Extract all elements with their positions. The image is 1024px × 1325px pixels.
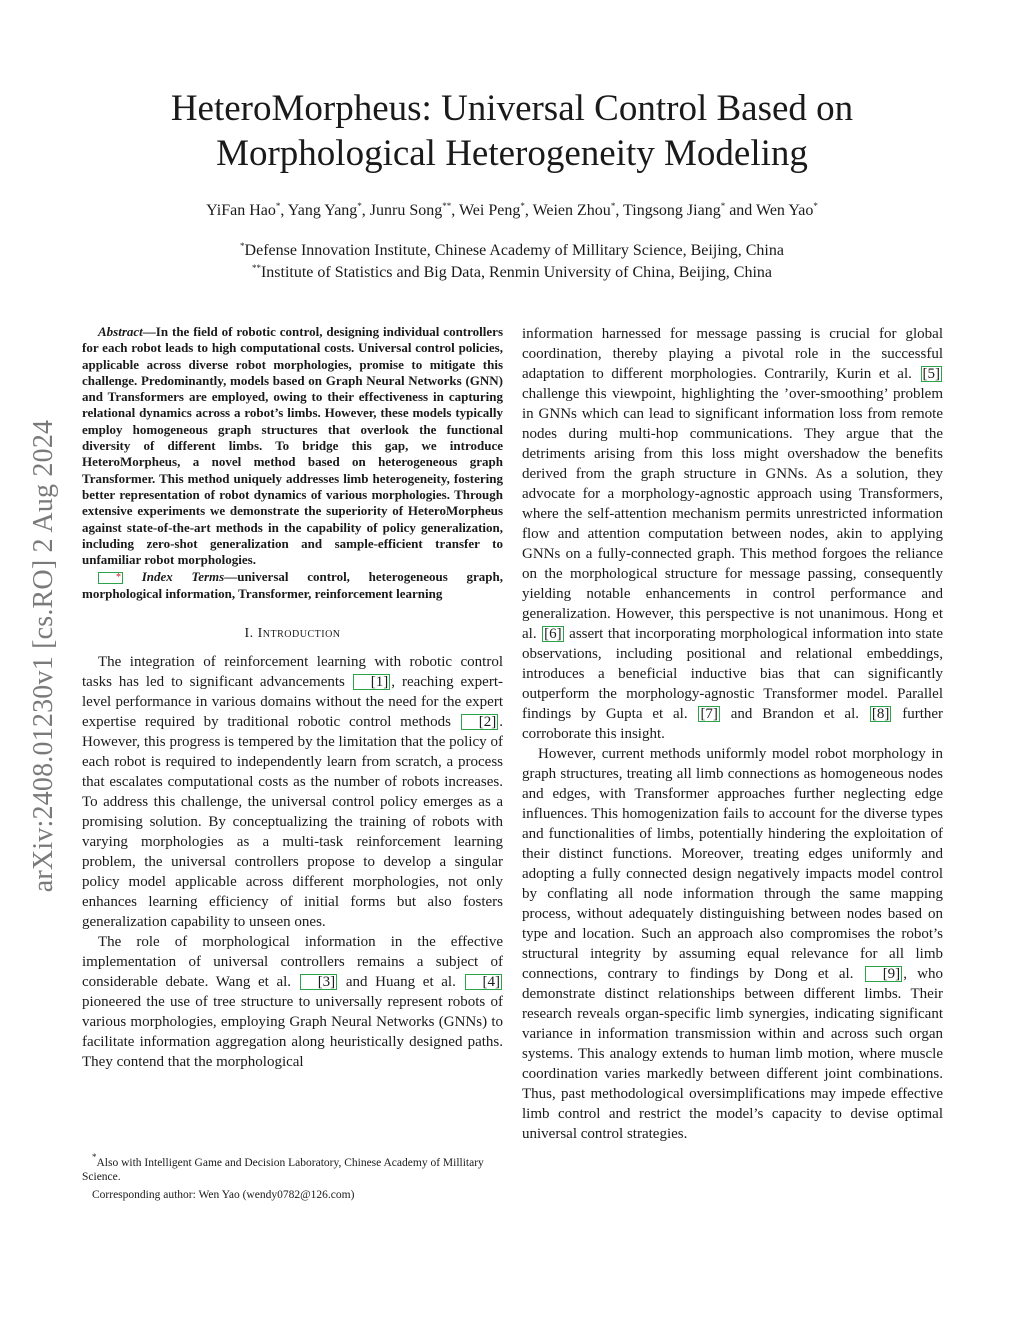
- index-terms-label: Index Terms: [141, 569, 225, 585]
- abstract: [82, 324, 503, 568]
- citation-link[interactable]: [6]: [544, 626, 562, 642]
- author-name: Yang Yang: [287, 202, 358, 219]
- author-separator: ,: [615, 202, 624, 219]
- author-separator: ,: [361, 202, 370, 219]
- citation-link[interactable]: [4]: [465, 974, 503, 990]
- title-line-1: HeteroMorpheus: Universal Control Based on: [170, 88, 854, 129]
- author-affiliation-mark: *: [520, 201, 525, 211]
- author-affiliation-mark: *: [813, 201, 818, 211]
- paragraph-text: and Brandon et al.: [720, 706, 869, 722]
- author-affiliation-mark: *: [720, 201, 726, 211]
- author-affiliation-mark: *: [357, 201, 362, 211]
- index-terms-text: —universal control, heterogeneous graph, morphological information, Transformer, reinforcement learning: [82, 569, 504, 601]
- footnote-corresponding-author: Corresponding author: Wen Yao (wendy0782@126.com): [92, 1189, 355, 1201]
- arxiv-side-stamp: [4, 352, 84, 960]
- author-affiliation-mark: *: [275, 201, 281, 211]
- author-name: Weien Zhou: [532, 202, 611, 219]
- author-affiliation-mark: *: [610, 201, 616, 211]
- citation-link[interactable]: [2]: [461, 714, 499, 730]
- right-column: [522, 324, 943, 1144]
- paragraph-text: information harnessed for message passing is crucial for global coordination, thereby playing a pivotal role in the successful adaptation to different morphologies. Contrarily, Kurin et al.: [522, 326, 943, 382]
- author-separator: ,: [451, 202, 459, 219]
- index-terms: [82, 569, 503, 602]
- footnotes: [82, 1152, 503, 1206]
- citation-link[interactable]: [5]: [922, 366, 940, 382]
- paragraph-text: further corroborate this insight.: [522, 706, 944, 742]
- paragraph-text: and Huang et al.: [338, 974, 464, 991]
- author-separator: ,: [524, 202, 533, 219]
- citation-link[interactable]: [1]: [353, 674, 391, 690]
- right-paragraph-1: [522, 324, 943, 744]
- paragraph-text: , who demonstrate distinct relationships between different limbs. Their research reveals organ-specific limb synergies, indicating significant variance in information transmission within and across such organ systems. This analogy extends to human limb motion, where muscle coordination varies markedly between different joint combinations. Thus, past methodological oversimplifications may impede effective limb control and restrict the model’s capacity to devise optimal universal control strategies.: [522, 966, 943, 1142]
- author-name: Wei Peng: [458, 202, 521, 219]
- section-heading-introduction: I. Introduction: [244, 626, 341, 642]
- paragraph-text: However, current methods uniformly model robot morphology in graph structures, treating all limb connections as homogeneous nodes and edges, with Transformer approaches further neglecting edge influences. This homogenization fails to account for the diverse types and functionalities of limbs, potentially hindering the exploitation of their distinct functions. Moreover, treating edges uniformly and adopting a fully connected design negatively impacts model control by conflating all node information through the same mapping process, without adequately distinguishing between nodes based on type and location. Such an approach also compromises the robot’s structural integrity by assuming equal relevance for all limb connections, contrary to findings by Dong et al.: [522, 746, 943, 982]
- author-name: YiFan Hao: [206, 202, 276, 219]
- footnote-marker-link[interactable]: *: [98, 572, 123, 584]
- footnote-affiliation: *Also with Intelligent Game and Decision Laboratory, Chinese Academy of Millitary Science.: [82, 1152, 484, 1183]
- paragraph-text: The role of morphological information in the effective implementation of universal controllers remains a subject of considerable debate. Wang et al.: [82, 934, 503, 991]
- abstract-label: Abstract: [98, 324, 143, 339]
- paragraph-text: pioneered the use of tree structure to universally represent robots of various morphologies, employing Graph Neural Networks (GNNs) to facilitate information aggregation along heuristically designed paths. They contend that the morphological: [82, 994, 503, 1071]
- author-separator: ,: [280, 202, 288, 219]
- author-name: Tingsong Jiang: [623, 202, 721, 219]
- paragraph-text: The integration of reinforcement learning with robotic control tasks has led to significant advancements: [82, 654, 503, 691]
- affiliation-2: **Institute of Statistics and Big Data, Renmin University of China, Beijing, China: [251, 263, 773, 281]
- paragraph-text: . However, this progress is tempered by the limitation that the policy of each robot is required to independently learn from scratch, a process that escalates computational costs as the number of robots increases. To address this challenge, the universal control policy emerges as a promising solution. By conceptualizing the training of robots with varying morphologies as a multi-task reinforcement learning problem, the universal controllers propose to develop a singular policy model applicable across different morphologies, not only enhances learning efficiency of initial forms but also fosters generalization capability to unseen ones.: [82, 714, 503, 931]
- affiliations: [90, 240, 934, 284]
- arxiv-identifier: arXiv:2408.01230v1 [cs.RO] 2 Aug 2024: [28, 419, 59, 893]
- citation-link[interactable]: [9]: [865, 966, 903, 982]
- right-paragraph-2: [522, 744, 943, 1144]
- paper-title: [90, 86, 934, 176]
- affiliation-1: *Defense Innovation Institute, Chinese Academy of Millitary Science, Beijing, China: [240, 241, 784, 259]
- paragraph-text: , reaching expert-level performance in various domains without the need for the expert expertise required by traditional robotic control methods: [82, 674, 503, 731]
- abstract-text: —In the field of robotic control, designing individual controllers for each robot leads to high computational costs. Universal control policies, applicable across diverse robot morphologies, promise to mitigate this challenge. Predominantly, models based on Graph Neural Networks (GNN) and Transformers are employed, owing to their effectiveness in capturing relational dynamics across a robot’s limbs. However, these models typically employ homogeneous graph structures that overlook the functional diversity of different limbs. To bridge this gap, we introduce HeteroMorpheus, a novel method based on heterogeneous graph Transformer. This method uniquely addresses limb heterogeneity, fostering better representation of robot dynamics of various morphologies. Through extensive experiments we demonstrate the superiority of HeteroMorpheus against state-of-the-art methods in the capability of policy generalization, including zero-shot generalization and sample-efficient transfer to unfamiliar robot morphologies.: [82, 324, 503, 568]
- author-separator: and: [725, 202, 756, 219]
- author-name: Wen Yao: [756, 202, 814, 219]
- paragraph-text: assert that incorporating morphological information into state observations, including positional and relational embeddings, introduces a beneficial inductive bias that can significantly outperform the morphology-agnostic Transformer model. Parallel findings by Gupta et al.: [522, 626, 944, 722]
- author-list: [90, 201, 934, 221]
- left-column: [82, 324, 503, 1072]
- author-name: Junru Song: [369, 202, 443, 219]
- citation-link[interactable]: [3]: [300, 974, 338, 990]
- citation-link[interactable]: [8]: [871, 706, 890, 722]
- intro-paragraph-2: [82, 932, 503, 1072]
- paragraph-text: challenge this viewpoint, highlighting the ’over-smoothing’ problem in GNNs which can lead to significant information loss from remote nodes during multi-hop communications. They argue that the detriments arising from this loss might overshadow the benefits derived from the graph structure in GNNs. As a solution, they advocate for a morphology-agnostic approach using Transformers, where the self-attention mechanism permits unrestricted information flow and attention computation between nodes, akin to applying GNNs on a fully-connected graph. This method forgoes the reliance on the morphological structure for message passing, consequently yielding notable enhancements in control performance and generalization. However, this perspective is not unanimous. Hong et al.: [522, 386, 943, 642]
- intro-paragraph-1: [82, 652, 503, 932]
- author-affiliation-mark: **: [442, 201, 452, 211]
- title-line-2: Morphological Heterogeneity Modeling: [216, 133, 808, 174]
- citation-link[interactable]: [7]: [700, 706, 718, 722]
